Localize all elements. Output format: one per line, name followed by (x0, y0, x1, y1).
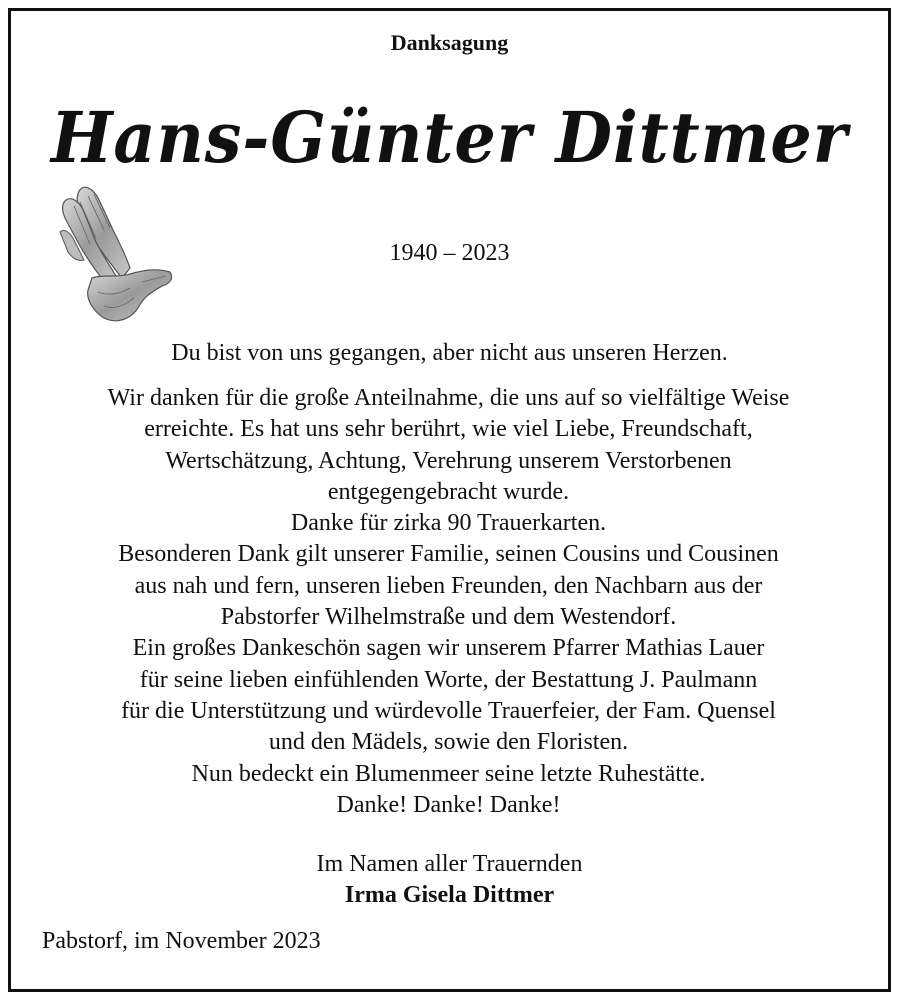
body-line: für seine lieben einfühlenden Worte, der Bestattung J. Paulmann (139, 666, 758, 693)
signoff-block (0, 849, 899, 911)
deceased-name: Hans-Günter Dittmer (50, 96, 848, 179)
body-line: Wir danken für die große Anteilnahme, die uns auf so vielfältige Weise (107, 385, 790, 411)
motto-text: Du bist von uns gegangen, aber nicht aus unseren Herzen. (171, 340, 728, 366)
body-line: Nun bedeckt ein Blumenmeer seine letzte Ruhestätte. (191, 760, 706, 787)
thanks-body (20, 383, 877, 821)
body-line: für die Unterstützung und würdevolle Trauerfeier, der Fam. Quensel (121, 697, 776, 724)
notice-heading: Danksagung (390, 30, 509, 55)
body-line: aus nah und fern, unseren lieben Freunden, den Nachbarn aus der (134, 572, 763, 599)
body-line: Wertschätzung, Achtung, Verehrung unserem Verstorbenen (165, 447, 732, 474)
body-line: Besonderen Dank gilt unserer Familie, seinen Cousins und Cousinen (118, 541, 779, 568)
signoff-intro: Im Namen aller Trauernden (316, 851, 583, 877)
place-and-date: Pabstorf, im November 2023 (42, 928, 321, 954)
body-line: Danke für zirka 90 Trauerkarten. (290, 510, 607, 537)
body-line: erreichte. Es hat uns sehr berührt, wie viel Liebe, Freundschaft, (144, 416, 753, 443)
signer-name: Irma Gisela Dittmer (344, 882, 555, 908)
body-line: Ein großes Dankeschön sagen wir unserem Pfarrer Mathias Lauer (132, 635, 765, 662)
body-line: Pabstorfer Wilhelmstraße und dem Westendorf. (220, 604, 677, 631)
body-line: entgegengebracht wurde. (327, 478, 570, 505)
body-line: Danke! Danke! Danke! (336, 791, 561, 818)
life-dates: 1940 – 2023 (389, 240, 510, 266)
body-line: und den Mädels, sowie den Floristen. (268, 729, 629, 756)
